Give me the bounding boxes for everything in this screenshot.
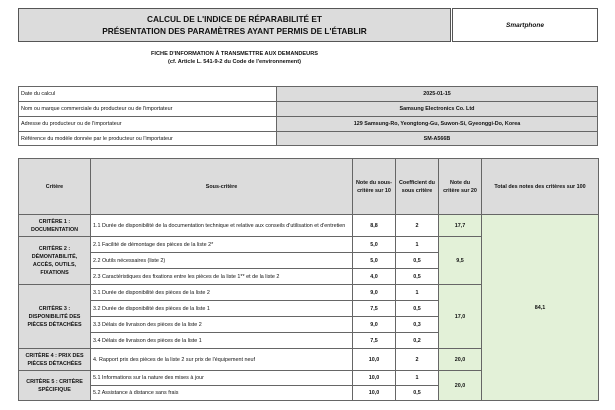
criterion-name: CRITÈRE 4 : PRIX DES PIÈCES DÉTACHÉES <box>19 349 91 371</box>
sub-criterion-note: 10,0 <box>353 371 396 386</box>
sub-criterion-coef: 0,5 <box>396 253 439 269</box>
sub-criterion-note: 8,8 <box>353 215 396 237</box>
fiche-heading <box>18 50 451 66</box>
sub-criterion-label: 1.1 Durée de disponibilité de la documentation technique et relative aux conseils d'utilisation et d'entretien <box>91 215 353 237</box>
sub-criterion-note: 10,0 <box>353 386 396 401</box>
sub-criterion-note: 7,5 <box>353 301 396 317</box>
sub-criterion-note: 9,0 <box>353 285 396 301</box>
sub-criterion-note: 10,0 <box>353 349 396 371</box>
sub-criterion-coef: 0,5 <box>396 269 439 285</box>
sub-criterion-coef: 0,2 <box>396 333 439 349</box>
sub-criterion-coef: 1 <box>396 371 439 386</box>
criterion-name: CRITÈRE 3 : DISPONIBILITÉ DES PIÈCES DÉTACHÉES <box>19 285 91 349</box>
sub-criterion-coef: 1 <box>396 285 439 301</box>
sub-criterion-label: 5.1 Informations sur la nature des mises à jour <box>91 371 353 386</box>
criterion-note: 20,0 <box>439 349 482 371</box>
sub-criterion-label: 2.3 Caractéristiques des fixations entre les pièces de la liste 1** et de la liste 2 <box>91 269 353 285</box>
fiche-line-1: FICHE D'INFORMATION À TRANSMETTRE AUX DEMANDEURS <box>151 51 318 57</box>
info-value: 2025-01-15 <box>277 87 597 101</box>
sub-criterion-coef: 1 <box>396 237 439 253</box>
sub-criterion-label: 2.1 Facilité de démontage des pièces de la liste 2* <box>91 237 353 253</box>
sub-criterion-label: 3.2 Durée de disponibilité des pièces de la liste 1 <box>91 301 353 317</box>
sub-criterion-coef: 0,5 <box>396 301 439 317</box>
sub-criterion-coef: 0,3 <box>396 317 439 333</box>
info-label: Adresse du producteur ou de l'importateur <box>19 117 277 131</box>
total-score: 84,1 <box>482 215 599 401</box>
info-value: SM-A566B <box>277 132 597 145</box>
sub-criterion-label: 4. Rapport prix des pièces de la liste 2 sur prix de l'équipement neuf <box>91 349 353 371</box>
header-total: Total des notes des critères sur 100 <box>482 159 599 215</box>
sub-criterion-label: 3.1 Durée de disponibilité des pièces de la liste 2 <box>91 285 353 301</box>
info-label: Date du calcul <box>19 87 277 101</box>
repairability-table <box>18 158 599 401</box>
sub-criterion-note: 5,0 <box>353 253 396 269</box>
table-row <box>19 215 599 237</box>
sub-criterion-label: 5.2 Assistance à distance sans frais <box>91 386 353 401</box>
info-label: Référence du modèle donnée par le producteur ou l'importateur <box>19 132 277 145</box>
info-value: Samsung Electronics Co. Ltd <box>277 102 597 116</box>
criterion-note: 20,0 <box>439 371 482 401</box>
sub-criterion-coef: 2 <box>396 349 439 371</box>
sub-criterion-label: 3.4 Délais de livraison des pièces de la liste 1 <box>91 333 353 349</box>
criterion-name: CRITÈRE 5 : CRITÈRE SPÉCIFIQUE <box>19 371 91 401</box>
sub-criterion-coef: 0,5 <box>396 386 439 401</box>
criterion-name: CRITÈRE 1 : DOCUMENTATION <box>19 215 91 237</box>
info-value: 129 Samsung-Ro, Yeongtong-Gu, Suwon-Si, Gyeonggi-Do, Korea <box>277 117 597 131</box>
title-line-1: CALCUL DE L'INDICE DE RÉPARABILITÉ ET <box>147 14 322 24</box>
title-line-2: PRÉSENTATION DES PARAMÈTRES AYANT PERMIS DE L'ÉTABLIR <box>102 26 367 36</box>
sub-criterion-label: 3.3 Délais de livraison des pièces de la liste 2 <box>91 317 353 333</box>
criterion-note: 9,5 <box>439 237 482 285</box>
info-row-date <box>18 86 598 101</box>
criterion-note: 17,0 <box>439 285 482 349</box>
sub-criterion-note: 9,0 <box>353 317 396 333</box>
table-header-row <box>19 159 599 215</box>
header-critere: Critère <box>19 159 91 215</box>
info-row-address <box>18 116 598 131</box>
document-title <box>18 8 451 42</box>
device-type-cell <box>452 8 598 42</box>
sub-criterion-note: 7,5 <box>353 333 396 349</box>
sub-criterion-coef: 2 <box>396 215 439 237</box>
sub-criterion-note: 5,0 <box>353 237 396 253</box>
header-note-sous-critere: Note du sous-critère sur 10 <box>353 159 396 215</box>
criterion-name: CRITÈRE 2 : DÉMONTABILITÉ, ACCÈS, OUTILS, FIXATIONS <box>19 237 91 285</box>
device-type: Smartphone <box>506 21 544 29</box>
header-note-critere: Note du critère sur 20 <box>439 159 482 215</box>
info-label: Nom ou marque commerciale du producteur ou de l'importateur <box>19 102 277 116</box>
info-row-producer <box>18 101 598 116</box>
header-coefficient: Coefficient du sous critère <box>396 159 439 215</box>
criterion-note: 17,7 <box>439 215 482 237</box>
sub-criterion-label: 2.2 Outils nécessaires (liste 2) <box>91 253 353 269</box>
sub-criterion-note: 4,0 <box>353 269 396 285</box>
info-row-model <box>18 131 598 146</box>
fiche-line-2: (cf. Article L. 541-9-2 du Code de l'environnement) <box>168 59 301 65</box>
header-sous-critere: Sous-critère <box>91 159 353 215</box>
